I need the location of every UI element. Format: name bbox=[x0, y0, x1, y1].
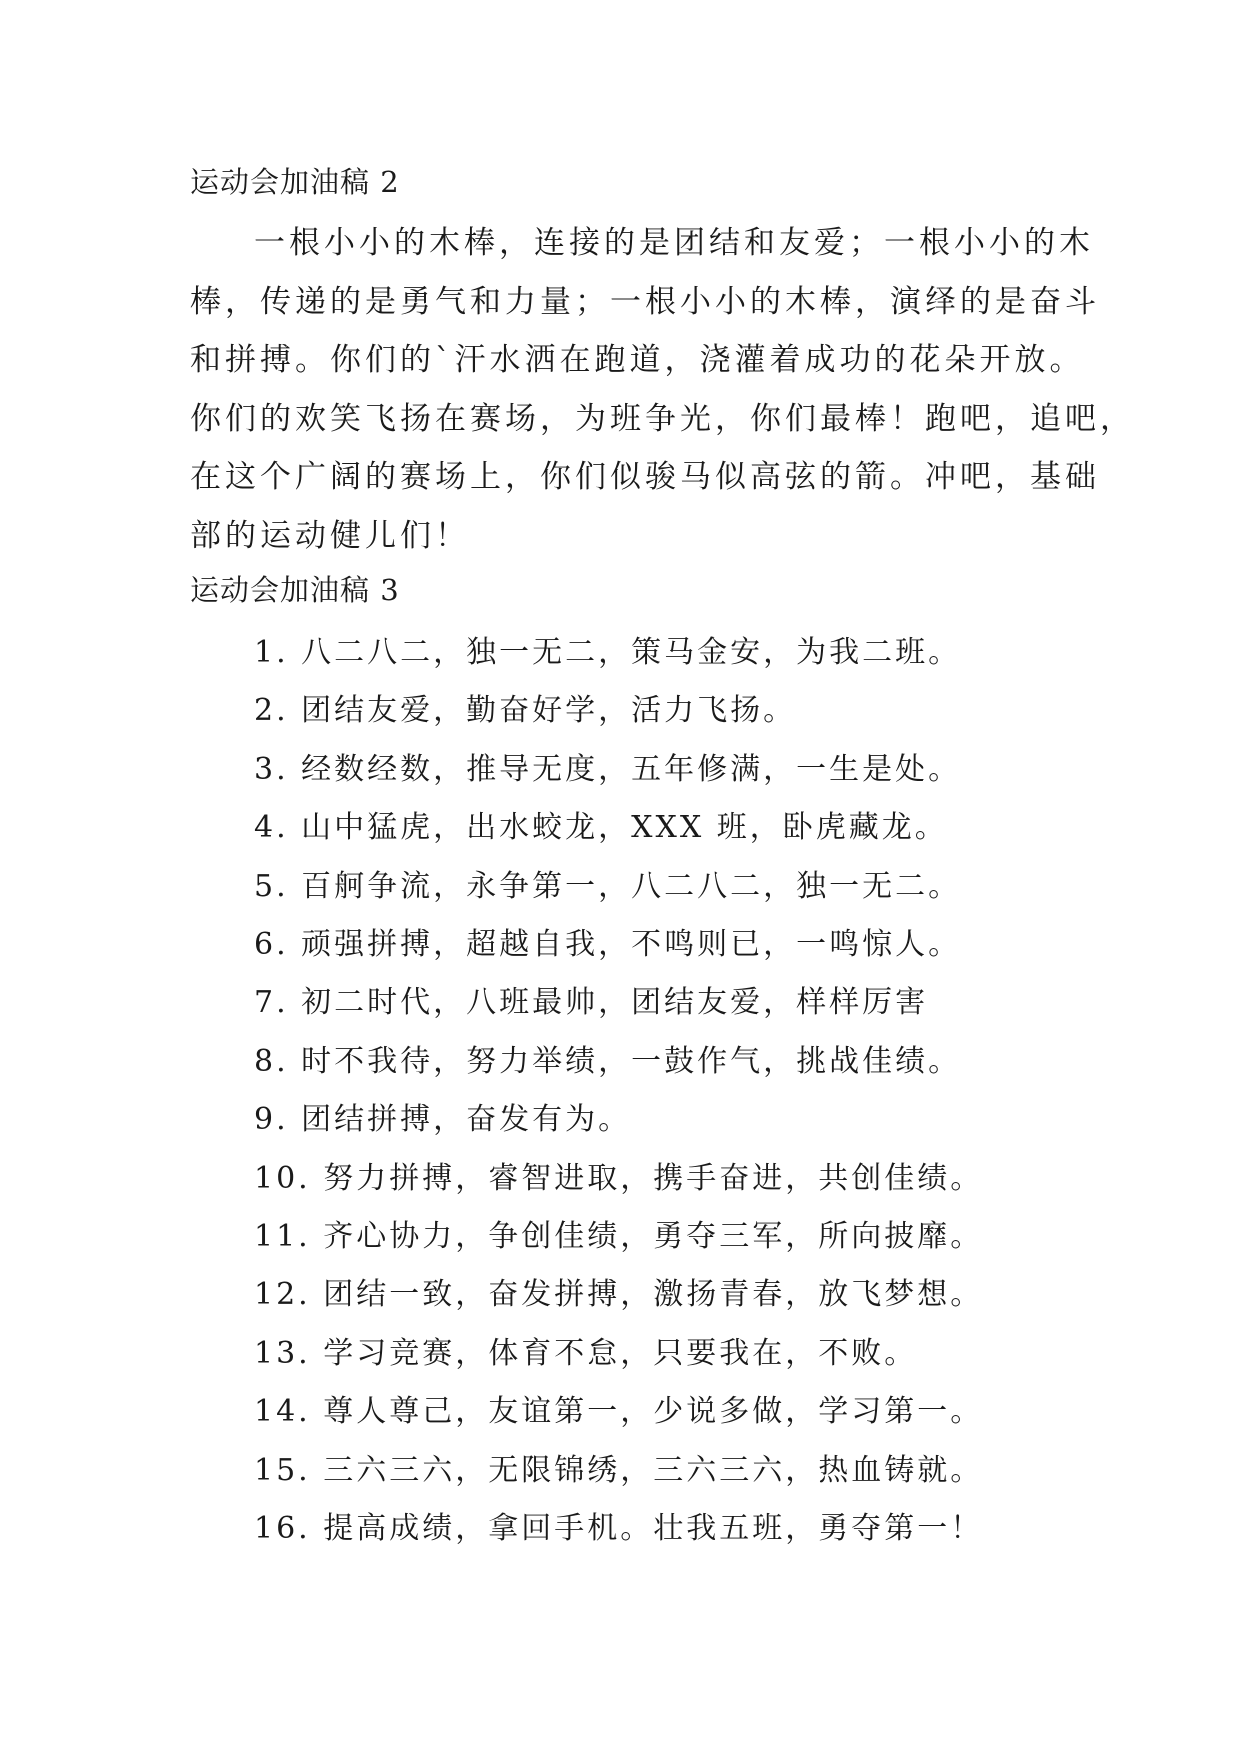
slogan-item: 1. 八二八二，独一无二，策马金安，为我二班。 bbox=[254, 635, 962, 670]
slogan-item: 8. 时不我待，努力举绩，一鼓作气，挑战佳绩。 bbox=[254, 1043, 962, 1079]
section-2-paragraph bbox=[190, 214, 1135, 565]
slogan-item: 14. 尊人尊己，友谊第一，少说多做，学习第一。 bbox=[254, 1394, 984, 1430]
section-3-title: 运动会加油稿 3 bbox=[190, 573, 400, 607]
slogan-item: 9. 团结拼搏，奋发有为。 bbox=[254, 1102, 632, 1138]
paragraph-line: 部的运动健儿们！ bbox=[190, 517, 470, 554]
paragraph-line: 一根小小的木棒，连接的是团结和友爱；一根小小的木 bbox=[254, 225, 1094, 261]
slogan-item: 7. 初二时代，八班最帅，团结友爱，样样厉害 bbox=[254, 985, 929, 1021]
paragraph-line: 在这个广阔的赛场上，你们似骏马似高弦的箭。冲吧，基础 bbox=[190, 459, 1100, 495]
paragraph-line: 棒，传递的是勇气和力量；一根小小的木棒，演绎的是奋斗 bbox=[190, 283, 1100, 320]
slogan-item: 6. 顽强拼搏，超越自我，不鸣则已，一鸣惊人。 bbox=[254, 927, 962, 963]
slogan-item: 5. 百舸争流，永争第一，八二八二，独一无二。 bbox=[254, 868, 962, 904]
slogan-item: 13. 学习竞赛，体育不怠，只要我在，不败。 bbox=[254, 1335, 918, 1371]
slogan-list bbox=[254, 624, 983, 1559]
slogan-item: 4. 山中猛虎，出水蛟龙，XXX 班，卧虎藏龙。 bbox=[254, 810, 948, 846]
slogan-item: 11. 齐心协力，争创佳绩，勇夺三军，所向披靡。 bbox=[254, 1219, 984, 1255]
paragraph-line: 你们的欢笑飞扬在赛场，为班争光，你们最棒！跑吧，追吧， bbox=[190, 400, 1135, 437]
slogan-item: 2. 团结友爱，勤奋好学，活力飞扬。 bbox=[254, 693, 797, 729]
slogan-item: 15. 三六三六，无限锦绣，三六三六，热血铸就。 bbox=[254, 1452, 984, 1488]
slogan-item: 3. 经数经数，推导无度，五年修满，一生是处。 bbox=[254, 751, 962, 787]
paragraph-line: 和拼搏。你们的`汗水洒在跑道，浇灌着成功的花朵开放。 bbox=[190, 342, 1085, 378]
slogan-item: 12. 团结一致，奋发拼搏，激扬青春，放飞梦想。 bbox=[254, 1277, 984, 1313]
slogan-item: 16. 提高成绩，拿回手机。壮我五班，勇夺第一！ bbox=[254, 1511, 984, 1547]
section-2-title: 运动会加油稿 2 bbox=[190, 165, 400, 199]
slogan-item: 10. 努力拼搏，睿智进取，携手奋进，共创佳绩。 bbox=[254, 1160, 984, 1196]
